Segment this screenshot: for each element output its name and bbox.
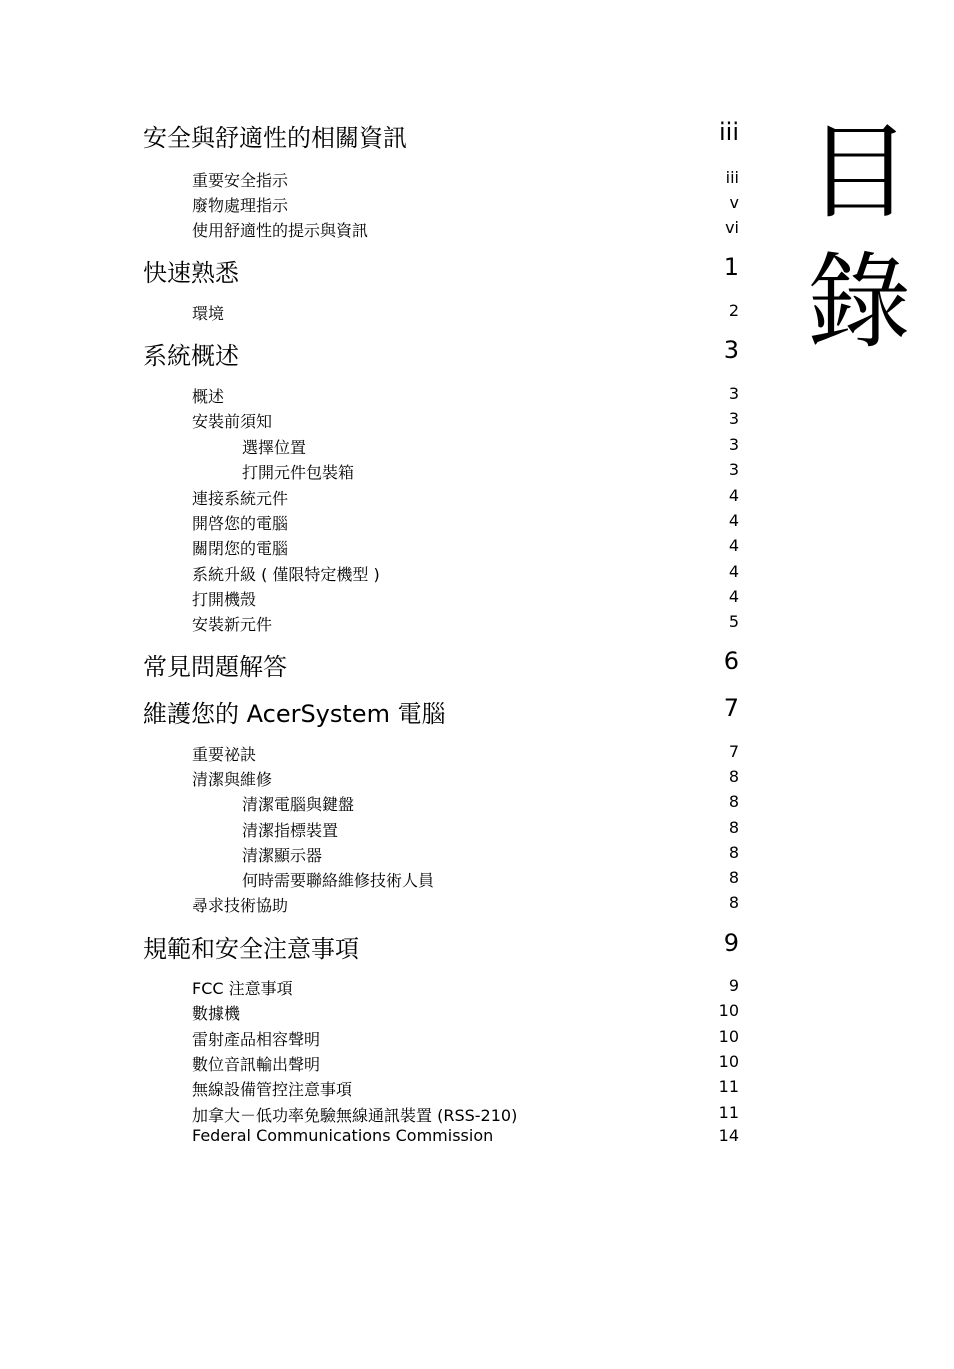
toc-entry-page: 8 [728, 767, 739, 786]
toc-entry-title: 數位音訊輸出聲明 [192, 1055, 321, 1074]
toc-entry-title: 使用舒適性的提示與資訊 [192, 221, 369, 240]
toc-entry-page: 8 [728, 868, 739, 887]
toc-entry-page: 10 [718, 1052, 739, 1071]
toc-entry-title: 維護您的 AcerSystem 電腦 [143, 700, 446, 728]
toc-entry-page: 1 [723, 253, 739, 281]
toc-entry-title: 重要安全指示 [192, 171, 289, 190]
toc-entry-title: 雷射產品相容聲明 [192, 1030, 321, 1049]
toc-entry-page: iii [718, 118, 739, 146]
toc-entry-page: 2 [728, 301, 739, 320]
toc-entry-page: 8 [728, 792, 739, 811]
toc-entry-page: 3 [728, 384, 739, 403]
toc-entry-title: 安裝新元件 [192, 615, 273, 634]
toc-entry-page: 7 [723, 694, 739, 722]
toc-entry-page: 8 [728, 843, 739, 862]
toc-entry-title: 概述 [192, 387, 225, 406]
toc-entry-page: 4 [728, 562, 739, 581]
toc-entry-page: 10 [718, 1001, 739, 1020]
toc-entry-page: 9 [723, 929, 739, 957]
toc-entry-title: 連接系統元件 [192, 489, 289, 508]
toc-entry-page: 3 [728, 460, 739, 479]
toc-entry-page: 6 [723, 647, 739, 675]
toc-entry-page: vi [725, 218, 739, 237]
toc-entry-title: 清潔與維修 [192, 770, 273, 789]
toc-entry-title: 打開元件包裝箱 [242, 463, 355, 482]
toc-entry-title: 安裝前須知 [192, 412, 273, 431]
toc-entry-page: 11 [718, 1077, 739, 1096]
toc-entry-page: 4 [728, 587, 739, 606]
toc-entry-title: FCC 注意事項 [192, 979, 293, 998]
toc-entry-title: Federal Communications Commission [192, 1126, 494, 1145]
toc-entry-page: 7 [728, 742, 739, 761]
toc-entry-title: 開啓您的電腦 [192, 514, 289, 533]
toc-entry-page: 3 [728, 409, 739, 428]
toc-entry-title: 數據機 [192, 1004, 241, 1023]
toc-entry-page: 4 [728, 536, 739, 555]
toc-entry-title: 關閉您的電腦 [192, 539, 289, 558]
toc-entry-page: 11 [718, 1103, 739, 1122]
toc-entry-title: 打開機殼 [192, 590, 257, 609]
toc-entry-page: iii [725, 168, 739, 187]
toc-entry-page: 3 [723, 336, 739, 364]
toc-entry-title: 清潔指標裝置 [242, 821, 339, 840]
toc-entry-page: 5 [728, 612, 739, 631]
toc-entry-title: 廢物處理指示 [192, 196, 289, 215]
toc-entry-title: 安全與舒適性的相關資訊 [143, 124, 407, 152]
toc-entry-title: 選擇位置 [242, 438, 307, 457]
toc-entry-title: 環境 [192, 304, 225, 323]
toc-entry-page: 8 [728, 818, 739, 837]
toc-entry-title: 快速熟悉 [143, 259, 239, 287]
toc-entry-title: 清潔電腦與鍵盤 [242, 795, 355, 814]
toc-entry-title: 系統升級 ( 僅限特定機型 ) [192, 565, 380, 584]
toc-entry-title: 常見問題解答 [143, 653, 287, 681]
toc-entry-title: 規範和安全注意事項 [143, 935, 359, 963]
side-title-char-1: 目 [806, 111, 911, 233]
toc-entry-title: 何時需要聯絡維修技術人員 [242, 871, 435, 890]
toc-entry-page: 10 [718, 1027, 739, 1046]
toc-entry-title: 無線設備管控注意事項 [192, 1080, 353, 1099]
toc-entry-page: 4 [728, 486, 739, 505]
toc-entry-title: 系統概述 [143, 342, 239, 370]
toc-entry-title: 加拿大－低功率免驗無線通訊裝置 (RSS-210) [192, 1106, 518, 1125]
toc-entry-page: 3 [728, 435, 739, 454]
toc-entry-page: 9 [728, 976, 739, 995]
toc-entry-title: 重要祕訣 [192, 745, 257, 764]
toc-entry-page: 4 [728, 511, 739, 530]
toc-entry-title: 尋求技術協助 [192, 896, 289, 915]
toc-entry-page: 8 [728, 893, 739, 912]
toc-entry-page: v [729, 193, 739, 212]
toc-entry-page: 14 [718, 1126, 739, 1145]
toc-entry-title: 清潔顯示器 [242, 846, 323, 865]
side-title-char-2: 錄 [806, 241, 911, 363]
